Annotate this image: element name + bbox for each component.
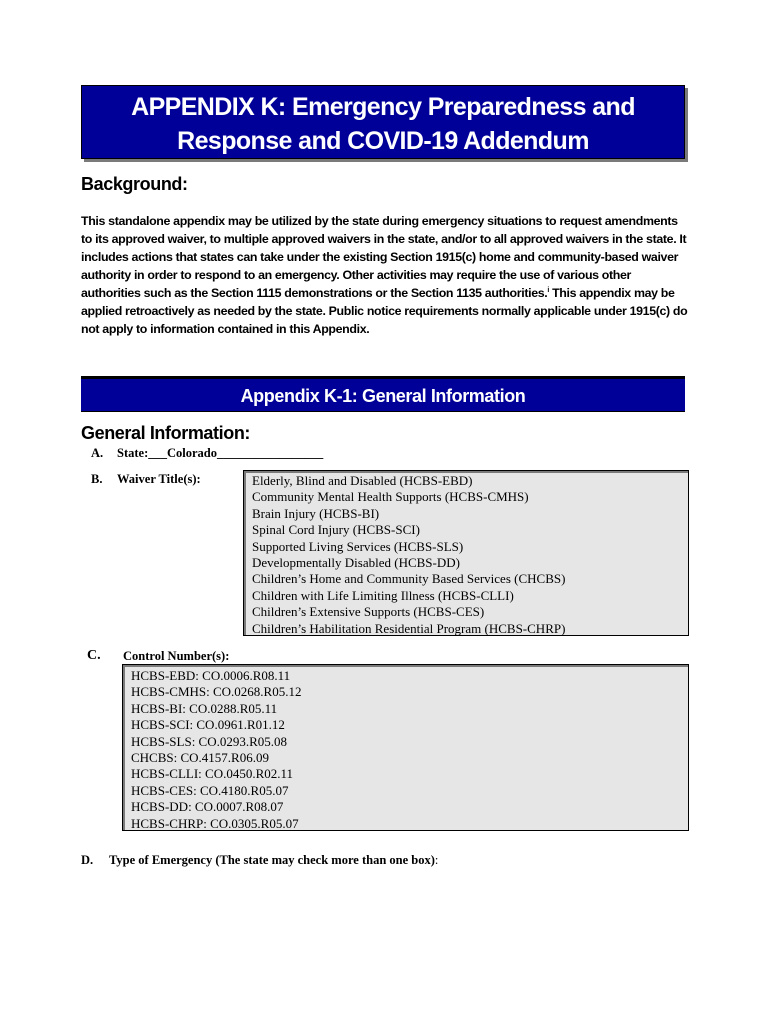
emergency-type-label: Type of Emergency (The state may check more than one box) bbox=[109, 853, 435, 867]
waiver-title-item: Developmentally Disabled (HCBS-DD) bbox=[252, 555, 460, 571]
waiver-title-row bbox=[91, 472, 201, 487]
control-number-item: HCBS-EBD: CO.0006.R08.11 bbox=[131, 668, 291, 683]
waiver-title-item: Community Mental Health Supports (HCBS-CMHS) bbox=[252, 489, 529, 505]
title-line-1: APPENDIX K: Emergency Preparedness and bbox=[131, 93, 635, 121]
appendix-title-banner bbox=[81, 85, 685, 159]
control-number-item: HCBS-BI: CO.0288.R05.11 bbox=[131, 700, 278, 716]
item-a-letter: A. bbox=[91, 446, 104, 460]
waiver-title-item: Children with Life Limiting Illness (HCBS-CLLI) bbox=[252, 587, 514, 603]
general-information-heading: General Information: bbox=[81, 423, 251, 443]
control-number-item: HCBS-DD: CO.0007.R08.07 bbox=[131, 799, 284, 815]
emergency-type-row bbox=[81, 853, 438, 868]
waiver-title-item: Children’s Habilitation Residential Program (HCBS-CHRP) bbox=[252, 620, 566, 636]
waiver-title-item: Children’s Home and Community Based Services (CHCBS) bbox=[252, 571, 566, 587]
control-number-item: HCBS-CHRP: CO.0305.R05.07 bbox=[131, 815, 299, 831]
general-information-banner: Appendix K-1: General Information bbox=[81, 376, 685, 412]
emergency-type-colon: : bbox=[434, 853, 439, 867]
waiver-title-item: Brain Injury (HCBS-BI) bbox=[252, 505, 380, 521]
background-text-part-2: This appendix may be applied retroactively as needed by the state. Public notice requirements normally applicable under 1915(c) do not apply to information contained in this Appendix. bbox=[81, 286, 688, 336]
item-c-letter: C. bbox=[87, 648, 101, 663]
item-d-letter: D. bbox=[81, 853, 94, 867]
control-number-item: CHCBS: CO.4157.R06.09 bbox=[131, 750, 269, 766]
waiver-title-item: Children’s Extensive Supports (HCBS-CES) bbox=[252, 604, 485, 620]
waiver-title-item: Supported Living Services (HCBS-SLS) bbox=[252, 538, 464, 554]
control-number-item: HCBS-CLLI: CO.0450.R02.11 bbox=[131, 766, 294, 782]
state-row bbox=[91, 446, 323, 461]
item-b-letter: B. bbox=[91, 472, 103, 486]
state-field: State:___Colorado_________________ bbox=[117, 446, 324, 460]
waiver-title-item: Elderly, Blind and Disabled (HCBS-EBD) bbox=[252, 473, 473, 488]
waiver-title-item: Spinal Cord Injury (HCBS-SCI) bbox=[252, 522, 420, 538]
background-paragraph bbox=[81, 212, 691, 338]
control-number-label: Control Number(s): bbox=[123, 649, 230, 663]
control-number-item: HCBS-CES: CO.4180.R05.07 bbox=[131, 782, 289, 798]
control-number-item: HCBS-SCI: CO.0961.R01.12 bbox=[131, 717, 285, 733]
control-number-item: HCBS-CMHS: CO.0268.R05.12 bbox=[131, 684, 302, 700]
waiver-title-label: Waiver Title(s): bbox=[117, 472, 201, 486]
waiver-titles-box bbox=[243, 470, 689, 636]
background-heading: Background: bbox=[81, 174, 188, 194]
control-numbers-box bbox=[122, 664, 689, 831]
control-number-item: HCBS-SLS: CO.0293.R05.08 bbox=[131, 733, 288, 749]
title-line-2: Response and COVID-19 Addendum bbox=[177, 127, 589, 155]
background-text-part-1: This standalone appendix may be utilized by the state during emergency situations to request amendments to its approved waiver, to multiple approved waivers in the state, and/or to all approved waivers in the state. It includes actions that states can take under the existing Section 1915(c) home and community-based waiver authority in order to respond to an emergency. Other activities may require the use of various other authorities such as the Section 1115 demonstrations or the Section 1135 authorities. bbox=[81, 214, 687, 300]
footnote-marker: i bbox=[547, 287, 549, 294]
